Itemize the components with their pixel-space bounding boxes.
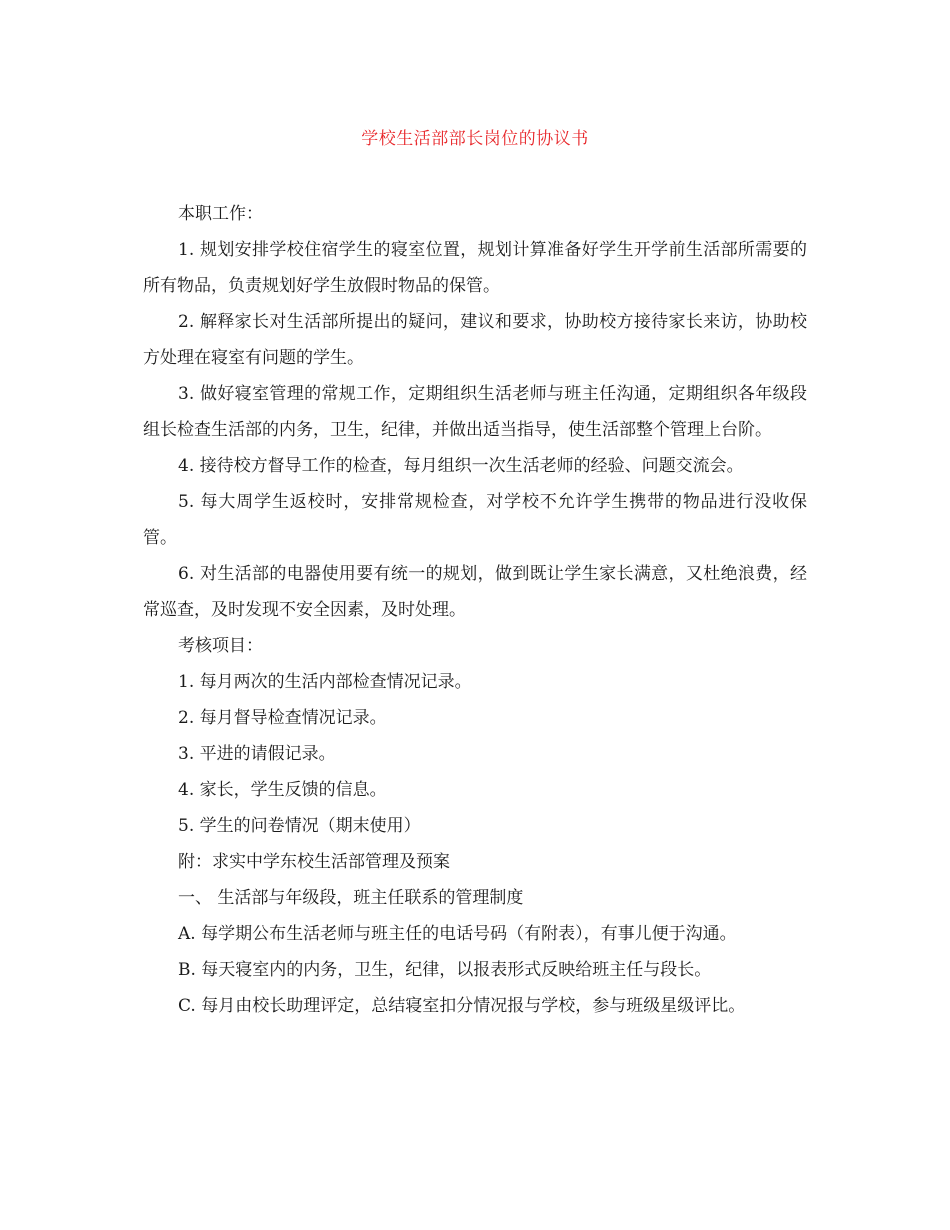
document-title: 学校生活部部长岗位的协议书	[361, 129, 589, 149]
appendix-item-b: B. 每天寝室内的内务，卫生，纪律，以报表形式反映给班主任与段长。	[178, 960, 712, 980]
assessment-item-5: 5. 学生的问卷情况（期末使用）	[178, 816, 421, 836]
duty-item-2: 2. 解释家长对生活部所提出的疑问，建议和要求，协助校方接待家长来访，协助校方处理在寝室有问题的学生。	[143, 312, 807, 368]
appendix-section-1: 一、 生活部与年级段，班主任联系的管理制度	[178, 888, 524, 908]
duty-item-3: 3. 做好寝室管理的常规工作，定期组织生活老师与班主任沟通，定期组织各年级段组长检查生活部的内务，卫生，纪律，并做出适当指导，使生活部整个管理上台阶。	[143, 384, 807, 440]
assessment-item-1: 1. 每月两次的生活内部检查情况记录。	[178, 672, 472, 692]
section-heading-duties: 本职工作：	[178, 204, 263, 224]
assessment-item-4: 4. 家长，学生反馈的信息。	[178, 780, 387, 800]
appendix-heading: 附：求实中学东校生活部管理及预案	[178, 852, 450, 872]
duty-item-1: 1. 规划安排学校住宿学生的寝室位置，规划计算准备好学生开学前生活部所需要的所有物品，负责规划好学生放假时物品的保管。	[143, 240, 807, 296]
duty-item-6: 6. 对生活部的电器使用要有统一的规划，做到既让学生家长满意，又杜绝浪费，经常巡查，及时发现不安全因素，及时处理。	[143, 564, 807, 620]
appendix-item-a: A. 每学期公布生活老师与班主任的电话号码（有附表），有事儿便于沟通。	[178, 924, 737, 944]
duty-item-5: 5. 每大周学生返校时，安排常规检查，对学校不允许学生携带的物品进行没收保管。	[143, 492, 807, 548]
assessment-item-2: 2. 每月督导检查情况记录。	[178, 708, 387, 728]
document-body	[143, 196, 807, 1024]
appendix-item-c: C. 每月由校长助理评定，总结寝室扣分情况报与学校，参与班级星级评比。	[178, 996, 746, 1016]
assessment-item-3: 3. 平进的请假记录。	[178, 744, 336, 764]
duty-item-4: 4. 接待校方督导工作的检查，每月组织一次生活老师的经验、问题交流会。	[178, 456, 744, 476]
section-heading-assessment: 考核项目：	[178, 636, 263, 656]
